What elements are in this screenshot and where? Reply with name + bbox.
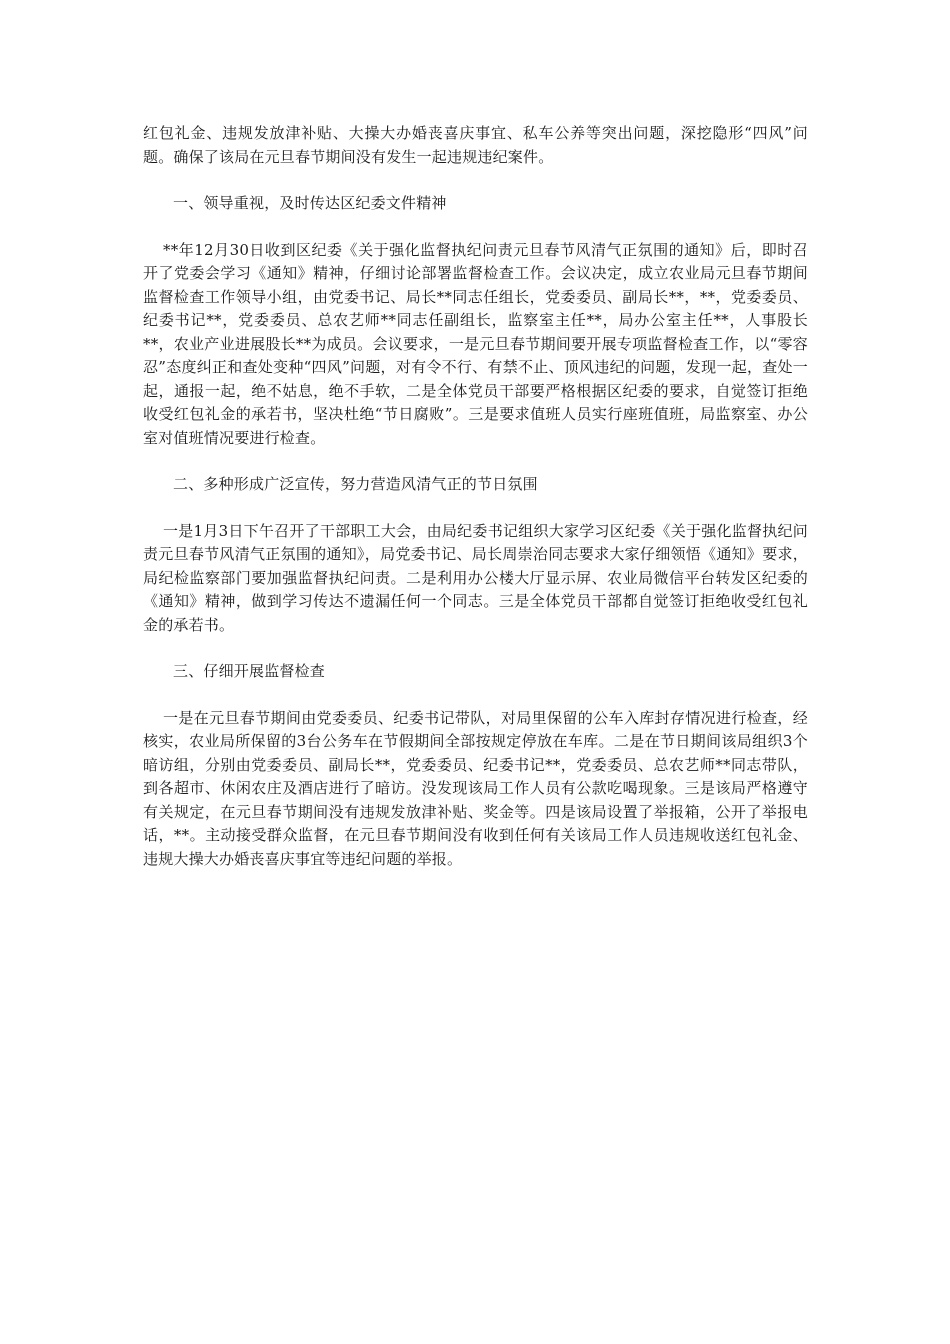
section-1-heading: 一、领导重视，及时传达区纪委文件精神 xyxy=(173,194,447,212)
section-1-body: **年12月30日收到区纪委《关于强化监督执纪问责元旦春节风清气正氛围的通知》后，即时召开了党委会学习《通知》精神，仔细讨论部署监督检查工作。会议决定，成立农业局元旦春节期间监督检查工作领导小组，由党委书记、局长**同志任组长，党委委员、副局长**，**，党委委员、纪委书记**，党委委员、总农艺师**同志任副组长，监察室主任**，局办公室主任**，人事股长**，农业产业进展股长**为成员。会议要求，一是元旦春节期间要开展专项监督检查工作，以“零容忍”态度纠正和查处变种“四风”问题，对有令不行、有禁不止、顶风违纪的问题，发现一起，查处一起，通报一起，绝不姑息，绝不手软，二是全体党员干部要严格根据区纪委的要求，自觉签订拒绝收受红包礼金的承若书，坚决杜绝“节日腐败”。三是要求值班人员实行座班值班，局监察室、办公室对值班情况要进行检查。 xyxy=(143,240,808,447)
section-2-heading: 二、多种形成广泛宣传，努力营造风清气正的节日氛围 xyxy=(173,475,538,493)
intro-paragraph: 红包礼金、违规发放津补贴、大操大办婚丧喜庆事宜、私车公养等突出问题，深挖隐形“四风”问题。确保了该局在元旦春节期间没有发生一起违规违纪案件。 xyxy=(143,124,808,166)
section-3-heading: 三、仔细开展监督检查 xyxy=(173,662,326,680)
section-2-body: 一是1月3日下午召开了干部职工大会，由局纪委书记组织大家学习区纪委《关于强化监督执纪问责元旦春节风清气正氛围的通知》，局党委书记、局长周崇治同志要求大家仔细领悟《通知》要求，局纪检监察部门要加强监督执纪问责。二是利用办公楼大厅显示屏、农业局微信平台转发区纪委的《通知》精神，做到学习传达不遗漏任何一个同志。三是全体党员干部都自觉签订拒绝收受红包礼金的承若书。 xyxy=(143,521,808,634)
document-page xyxy=(143,122,808,894)
section-3-body: 一是在元旦春节期间由党委委员、纪委书记带队，对局里保留的公车入库封存情况进行检查，经核实，农业局所保留的3台公务车在节假期间全部按规定停放在车库。二是在节日期间该局组织3个暗访组，分别由党委委员、副局长**，党委委员、纪委书记**，党委委员、总农艺师**同志带队，到各超市、休闲农庄及酒店进行了暗访。没发现该局工作人员有公款吃喝现象。三是该局严格遵守有关规定，在元旦春节期间没有违规发放津补贴、奖金等。四是该局设置了举报箱，公开了举报电话，**。主动接受群众监督，在元旦春节期间没有收到任何有关该局工作人员违规收送红包礼金、违规大操大办婚丧喜庆事宜等违纪问题的举报。 xyxy=(143,708,808,868)
